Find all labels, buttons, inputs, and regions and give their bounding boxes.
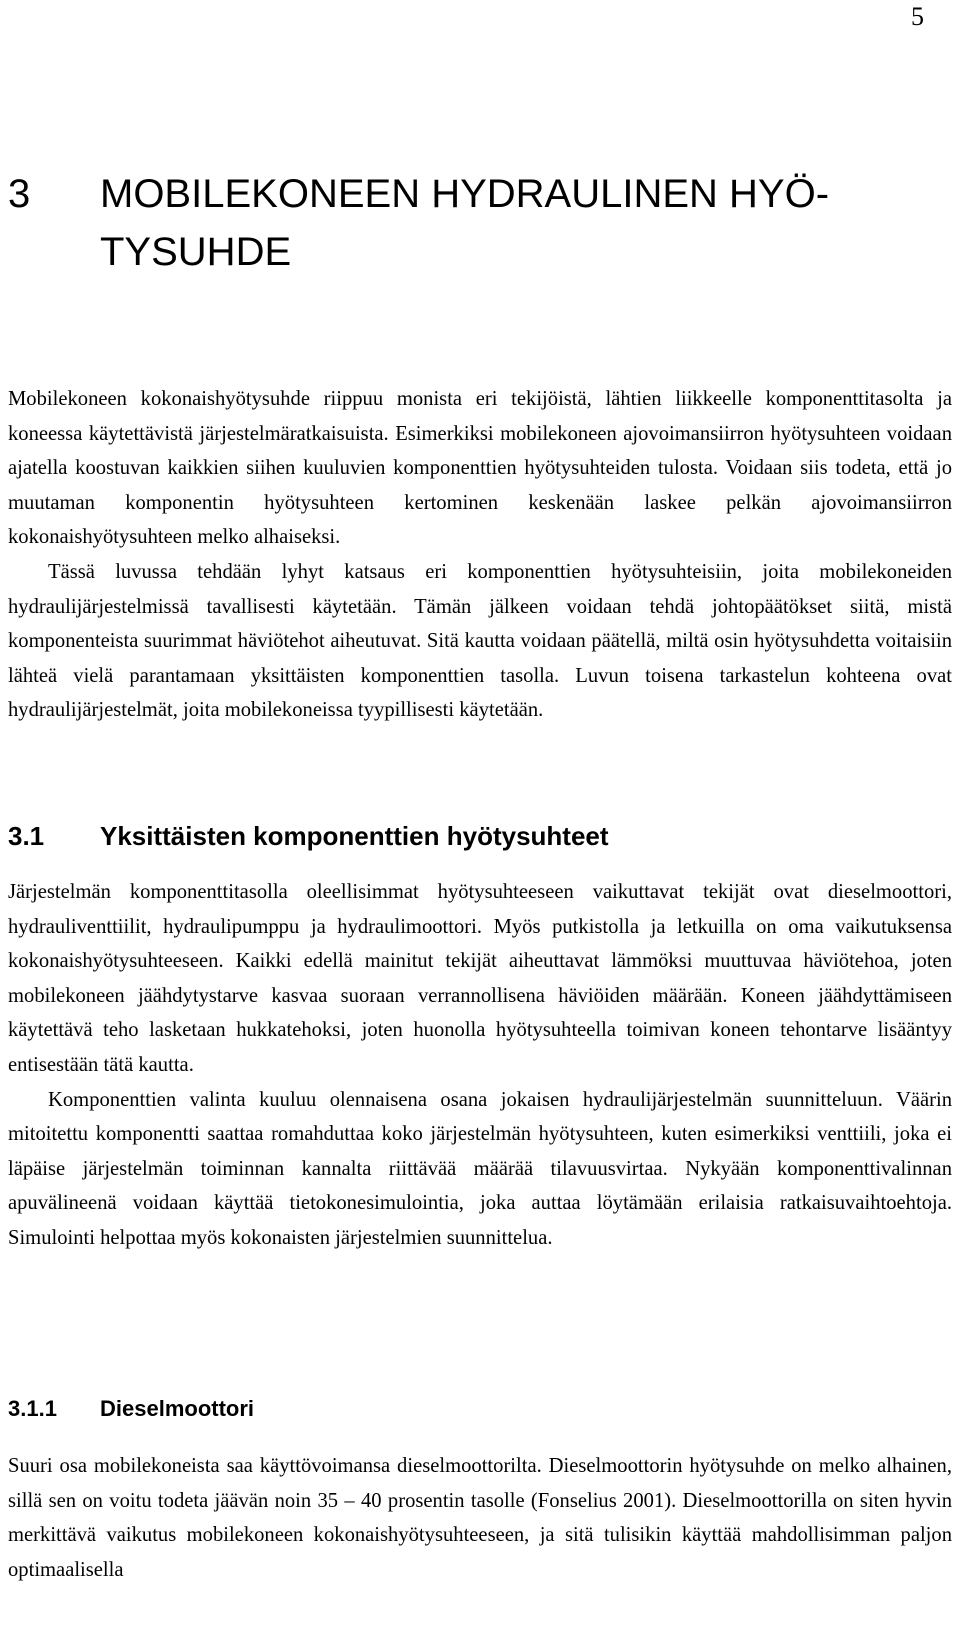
- section-title: Yksittäisten komponenttien hyötysuhteet: [100, 821, 609, 851]
- paragraph: Komponenttien valinta kuuluu olennaisena osana jokaisen hydraulijärjestelmän suunnitteluun. Väärin mitoitettu komponentti saattaa romahduttaa koko järjestelmän hyötysuhteen, kuten esimerkiksi venttiili, joka ei läpäise järjestelmän toiminnan kannalta riittävää määrää tilavuusvirtaa. Nykyään komponenttivalinnan apuvälineenä voidaan käyttää tietokonesimulointia, joka auttaa löytämään erilaisia ratkaisuvaihtoehtoja. Simulointi helpottaa myös kokonaisten järjestelmien suunnittelua.: [8, 1088, 952, 1249]
- chapter-heading: [8, 165, 952, 281]
- chapter-title: MOBILEKONEEN HYDRAULINEN HYÖ-TYSUHDE: [100, 172, 830, 274]
- section-number: 3.1: [8, 821, 45, 851]
- paragraph: Mobilekoneen kokonaishyötysuhde riippuu monista eri tekijöistä, lähtien liikkeelle komponenttitasolta ja koneessa käytettävistä järjestelmäratkaisuista. Esimerkiksi mobilekoneen ajovoimansiirron hyötysuhteen voidaan ajatella koostuvan kaikkien siihen kuuluvien komponenttien hyötysuhteiden tulosta. Voidaan siis todeta, että jo muutaman komponentin hyötysuhteen kertominen keskenään laskee pelkän ajovoimansiirron kokonaishyötysuhteen melko alhaiseksi.: [8, 388, 952, 549]
- chapter-intro: [8, 382, 952, 728]
- section-body: [8, 875, 952, 1256]
- paragraph: Tässä luvussa tehdään lyhyt katsaus eri komponenttien hyötysuhteisiin, joita mobilekoneiden hydraulijärjestelmissä tavallisesti käytetään. Tämän jälkeen voidaan tehdä johtopäätökset siitä, mistä komponenteista suurimmat häviötehot aiheutuvat. Sitä kautta voidaan päätellä, miltä osin hyötysuhdetta voitaisiin lähteä vielä parantamaan yksittäisten komponenttien tasolla. Luvun toisena tarkastelun kohteena ovat hydraulijärjestelmät, joita mobilekoneissa tyypillisesti käytetään.: [8, 560, 952, 722]
- paragraph: Järjestelmän komponenttitasolla oleellisimmat hyötysuhteeseen vaikuttavat tekijät ovat dieselmoottori, hydrauliventtiilit, hydraulipumppu ja hydraulimoottori. Myös putkistolla ja letkuilla on oma vaikutuksensa kokonaishyötysuhteeseen. Kaikki edellä mainitut tekijät aiheuttavat lämmöksi muuttuvaa häviötehoa, joten mobilekoneen jäähdytystarve kasvaa suoraan verrannollisena häviöiden määrään. Koneen jäähdyttämiseen käytettävä teho lasketaan hukkatehoksi, joten huonolla hyötysuhteella toimivan koneen tehontarve lisääntyy entisestään tätä kautta.: [8, 881, 952, 1076]
- page-number: 5: [911, 2, 924, 31]
- subsection-body: [8, 1449, 952, 1587]
- subsection-heading: [8, 1394, 952, 1424]
- paragraph: Suuri osa mobilekoneista saa käyttövoimansa dieselmoottorilta. Dieselmoottorin hyötysuhde on melko alhainen, sillä sen on voitu todeta jäävän noin 35 – 40 prosentin tasolle (Fonselius 2001). Dieselmoottorilla on siten hyvin merkittävä vaikutus mobilekoneen kokonaishyötysuhteeseen, ja sitä tulisikin käyttää mahdollisimman paljon optimaalisella: [8, 1455, 952, 1581]
- subsection-title: Dieselmoottori: [100, 1396, 255, 1421]
- section-heading: [8, 818, 952, 854]
- subsection-number: 3.1.1: [8, 1396, 57, 1421]
- chapter-number: 3: [8, 172, 31, 216]
